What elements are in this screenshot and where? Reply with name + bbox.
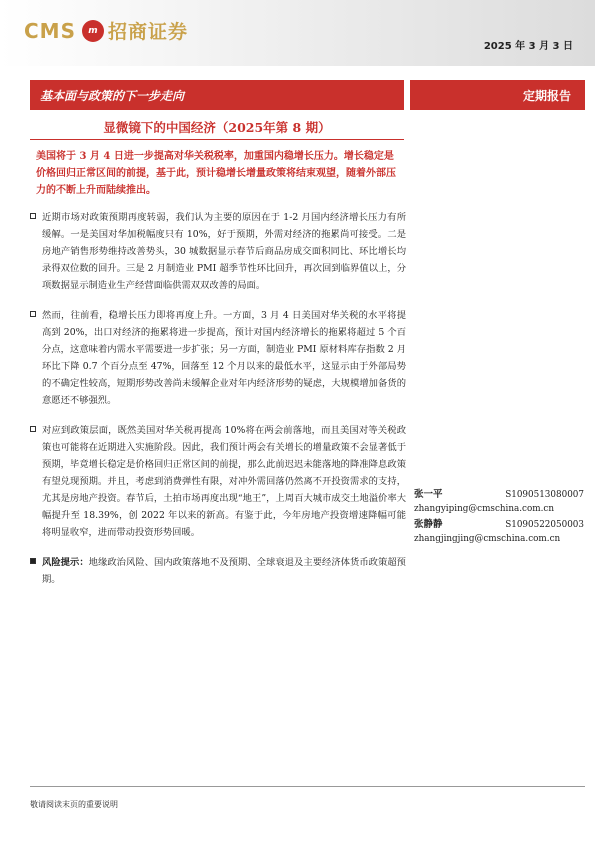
bullet-text: 近期市场对政策预期再度转弱，我们认为主要的原因在于 1-2 月国内经济增长压力有所缓解。一是美国对华加税幅度只有 10%，好于预期，外需对经济的拖累尚可接受。二是房地产销售形势维持改善势头，30 城数据显示春节后商品房成交面积同比、环比增长均录得双位数的回升。三是 2 月制造业 PMI 超季节性环比回升，再次回到临界值以上，分项数据显示制造业生产经营面临供需双双改善的局面。 (42, 212, 406, 291)
bullet-text: 然而，往前看，稳增长压力即将再度上升。一方面，3 月 4 日美国对华关税的水平将提高到 20%，出口对经济的拖累将进一步提高，预计对国内经济增长的拖累将超过 5 个百分点，这意味着内需水平需要进一步扩张；另一方面，制造业 PMI 原材料库存指数 2 月环比下降 0.7 个百分点至 47%，回落至 12 个月以来的最低水平，这显示由于外部局势的不确定性较高，短期形势改善尚未缓解企业对年内经济形势的疑虑，大规模增加备货的意愿还不够强烈。 (42, 310, 406, 406)
author-email[interactable]: zhangjingjing@cmschina.com.cn (414, 534, 561, 544)
logo-chinese-name: 招商证券 (107, 21, 188, 43)
square-bullet-icon (30, 426, 36, 432)
series-title: 基本面与政策的下一步走向 (40, 89, 185, 103)
report-subtitle: 显微镜下的中国经济（2025年第 8 期） (103, 120, 331, 135)
bullet-item (30, 307, 406, 409)
report-type-bar (410, 80, 585, 110)
subtitle-divider (30, 139, 404, 140)
author-entry (414, 488, 584, 516)
risk-warning (30, 554, 406, 588)
logo-text: CMS (24, 18, 76, 43)
company-logo (24, 17, 188, 44)
square-bullet-icon (30, 213, 36, 219)
report-date: 2025 年 3 月 3 日 (483, 41, 573, 52)
footer-divider (30, 786, 585, 787)
report-type: 定期报告 (522, 89, 571, 103)
risk-label: 风险提示： (42, 557, 89, 568)
author-name: 张静静 (414, 519, 443, 530)
bullet-list (30, 209, 406, 601)
author-code: S1090513080007 (505, 490, 584, 500)
author-list (414, 488, 584, 548)
bullet-text: 对应到政策层面，既然美国对华关税再提高 10%将在两会前落地，而且美国对等关税政策也可能将在近期进入实施阶段。因此，我们预计两会有关增长的增量政策不会显著低于预期，毕竟增长稳定是价格回归正常区间的前提，那么此前迟迟未能落地的降准降息政策有望兑现预期。并且，考虑到消费弹性有限，对冲外需回落仍然离不开投资需求的支持，尤其是房地产投资。春节后，土拍市场再度出现“地王”，上周百大城市成交土地溢价率大幅提升至 18.39%，创 2022 年以来的新高。有鉴于此，今年房地产投资增速降幅可能将明显收窄，进而带动投资形势回暖。 (42, 425, 406, 538)
report-summary: 美国将于 3 月 4 日进一步提高对华关税税率，加重国内稳增长压力。增长稳定是价格回归正常区间的前提，基于此，预计稳增长增量政策将结束观望，随着外部压力的不断上升而陆续推出。 (36, 151, 396, 196)
bullet-item (30, 422, 406, 541)
page-header (0, 0, 595, 66)
series-title-bar (30, 80, 404, 110)
bullet-item (30, 209, 406, 294)
author-name: 张一平 (414, 489, 443, 500)
author-code: S1090522050003 (505, 520, 584, 530)
square-bullet-icon (30, 558, 36, 564)
risk-text: 地缘政治风险、国内政策落地不及预期、全球衰退及主要经济体货币政策超预期。 (42, 557, 406, 585)
square-bullet-icon (30, 311, 36, 317)
logo-mark-icon: m (82, 20, 104, 42)
author-entry (414, 518, 584, 546)
author-email[interactable]: zhangyiping@cmschina.com.cn (414, 504, 555, 514)
footer-note: 敬请阅读末页的重要说明 (30, 800, 118, 809)
